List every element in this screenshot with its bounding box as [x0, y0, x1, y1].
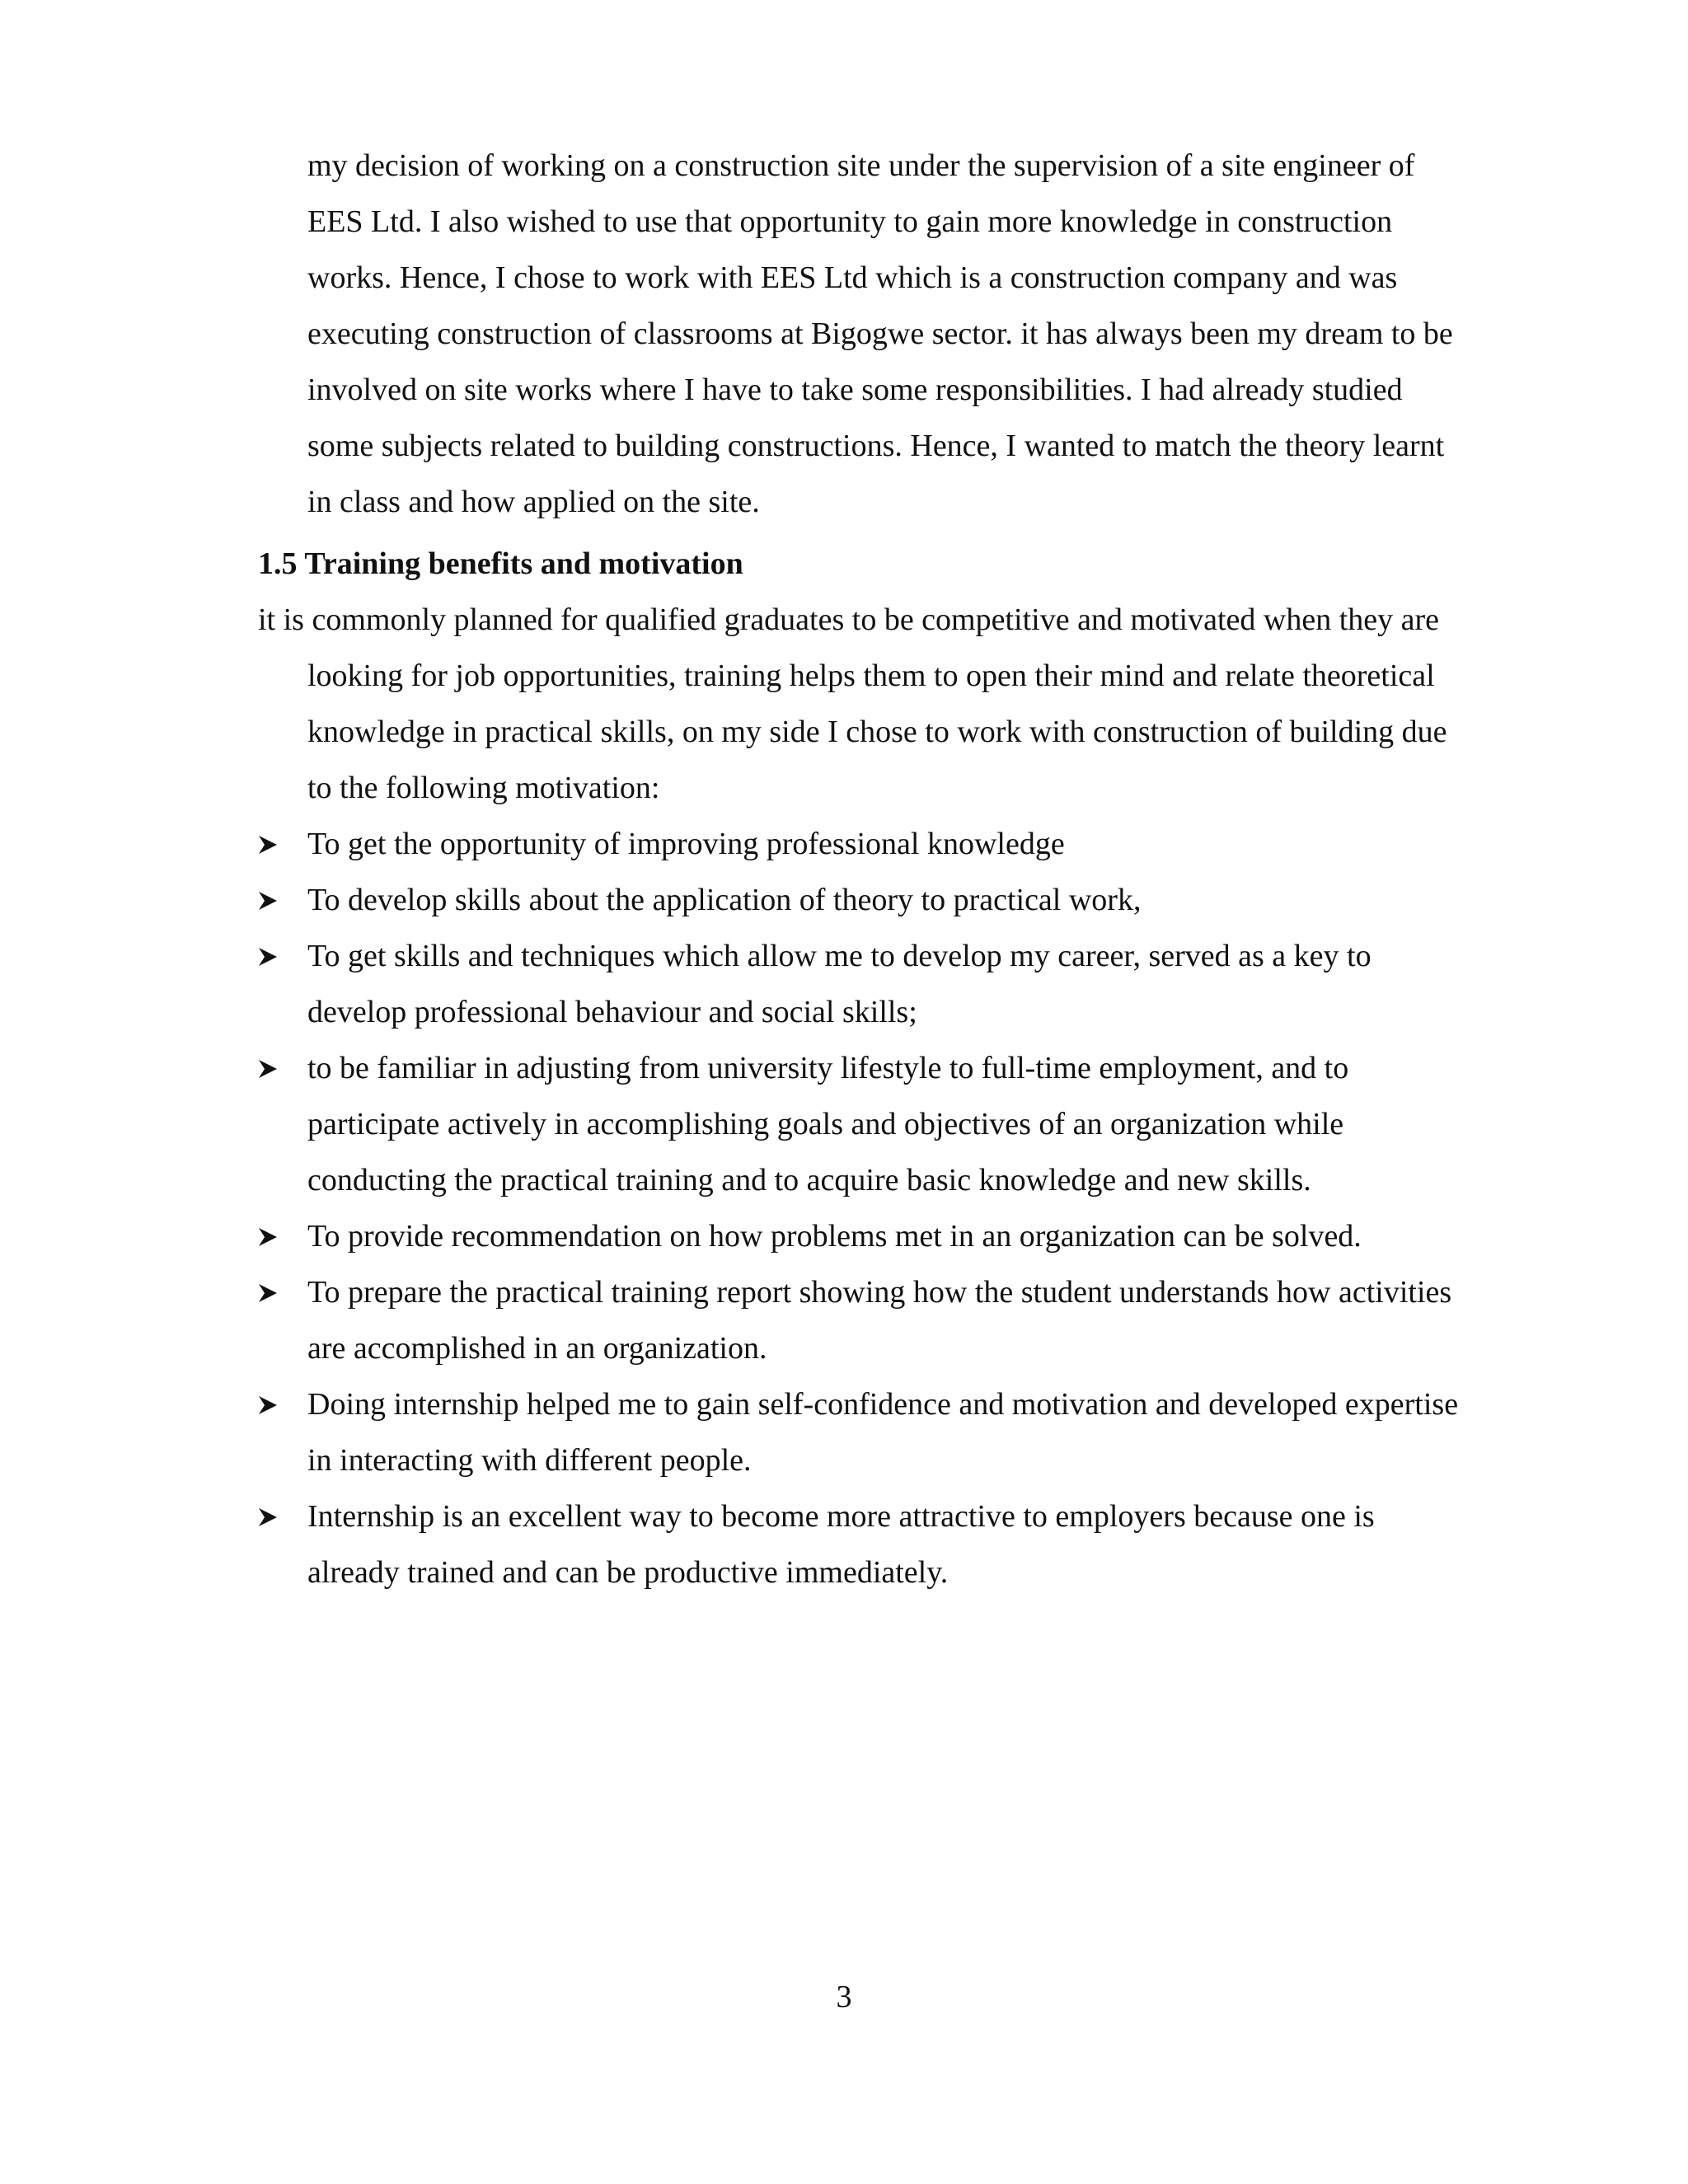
arrow-bullet-icon — [257, 937, 282, 975]
bullet-4-line-2: participate actively in accomplishing goals and objectives of an organization while — [307, 1107, 1344, 1141]
bullet-3-line-1: To get skills and techniques which allow me to develop my career, served as a key to — [307, 939, 1372, 973]
motivation-line-4: to the following motivation: — [307, 771, 660, 805]
bullet-7-line-1: Doing internship helped me to gain self-confidence and motivation and developed expertise — [307, 1387, 1459, 1422]
page-number: 3 — [836, 1980, 852, 2014]
section-heading: 1.5 Training benefits and motivation — [258, 546, 743, 581]
bullet-8-line-2: already trained and can be productive immediately. — [307, 1555, 949, 1590]
arrow-bullet-icon — [257, 881, 282, 919]
arrow-bullet-icon — [257, 1273, 282, 1311]
bullet-6-line-1: To prepare the practical training report showing how the student understands how activities — [307, 1275, 1452, 1310]
intro-line-5: involved on site works where I have to take some responsibilities. I had already studied — [307, 373, 1403, 407]
bullet-5-line-1: To provide recommendation on how problems met in an organization can be solved. — [307, 1219, 1362, 1254]
intro-line-1: my decision of working on a construction site under the supervision of a site engineer of — [307, 148, 1415, 183]
arrow-bullet-icon — [257, 1217, 282, 1255]
motivation-line-3: knowledge in practical skills, on my side I chose to work with construction of building due — [307, 715, 1447, 749]
arrow-bullet-icon — [257, 1049, 282, 1087]
intro-line-7: in class and how applied on the site. — [307, 485, 760, 519]
arrow-bullet-icon — [257, 825, 282, 863]
bullet-4-line-3: conducting the practical training and to acquire basic knowledge and new skills. — [307, 1163, 1311, 1197]
bullet-7-line-2: in interacting with different people. — [307, 1443, 752, 1478]
intro-line-6: some subjects related to building constructions. Hence, I wanted to match the theory learnt — [307, 429, 1445, 463]
bullet-8-line-1: Internship is an excellent way to become more attractive to employers because one is — [307, 1499, 1375, 1534]
bullet-3-line-2: develop professional behaviour and social skills; — [307, 995, 917, 1029]
motivation-first-line: it is commonly planned for qualified graduates to be competitive and motivated when they are — [258, 602, 1440, 637]
bullet-2-line-1: To develop skills about the application of theory to practical work, — [307, 883, 1142, 917]
arrow-bullet-icon — [257, 1385, 282, 1423]
bullet-4-line-1: to be familiar in adjusting from university lifestyle to full-time employment, and to — [307, 1051, 1349, 1085]
motivation-line-2: looking for job opportunities, training helps them to open their mind and relate theoretical — [307, 658, 1435, 693]
bullet-6-line-2: are accomplished in an organization. — [307, 1331, 767, 1366]
arrow-bullet-icon — [257, 1497, 282, 1535]
intro-line-3: works. Hence, I chose to work with EES Ltd which is a construction company and was — [307, 260, 1398, 295]
bullet-1-line-1: To get the opportunity of improving professional knowledge — [307, 827, 1065, 861]
intro-line-2: EES Ltd. I also wished to use that opportunity to gain more knowledge in construction — [307, 204, 1393, 239]
intro-line-4: executing construction of classrooms at Bigogwe sector. it has always been my dream to be — [307, 316, 1453, 351]
